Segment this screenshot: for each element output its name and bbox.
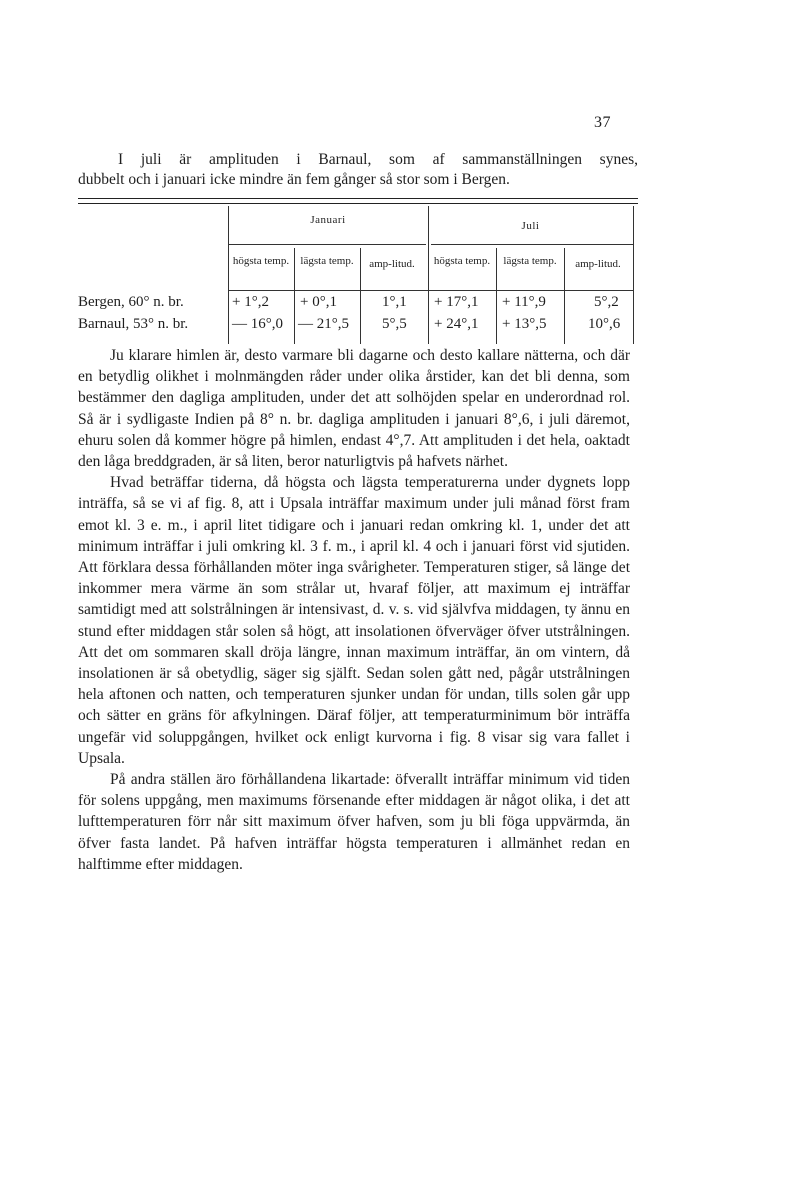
table-top-rule-inner [78, 203, 638, 204]
table-divider [360, 248, 361, 344]
subheader-jul-min: lägsta temp. [503, 255, 557, 267]
row-label-barnaul: Barnaul, 53° n. br. [78, 316, 189, 332]
table-divider [228, 206, 229, 344]
paragraph: Hvad beträffar tiderna, då högsta och lägsta temperaturerna under dygnets lopp inträffa, så se vi af fig. 8, att i Upsala inträffar maximum under juli månad först fram emot kl. 3 e. m., i april litet tidigare och i januari redan omkring kl. 1, under det att minimum inträffar i juli omkring kl. 3 f. m., i april kl. 4 och i januari först vid sjutiden. Att förklara dessa förhållanden möter inga svårigheter. Temperaturen stiger, så länge det inkommer mera värme än som strålar ut, hvaraf följer, att maximum ej inträffar samtidigt med att solstrålningen är intensivast, d. v. s. vid självfva middagen, ty ännu en stund efter middagen står solen så högt, att insolationen öfverväger öfver utstrålningen. Att det om sommaren skall dröja längre, innan maximum inträffar, än om vintern, då insolationen är så obetydlig, säger sig själft. Sedan solen gått ned, pågår utstrålningen hela aftonen och natten, och temperaturen sjunker undan för undan, tills solen går upp och sätter en gräns för afkylningen. Däraf följer, att temperaturminimum bör inträffa ungefär vid soluppgången, hvilket ock enligt kurvorna i fig. 8 visar sig vara fallet i Upsala. [78, 474, 630, 767]
intro-line-1: I juli är amplituden i Barnaul, som af sammanställningen synes, [118, 151, 638, 168]
table-top-rule [78, 198, 638, 199]
cell-bergen-jul-max: + 17°,1 [434, 294, 479, 310]
cell-barnaul-jan-max: — 16°,0 [232, 316, 283, 332]
subheader-jan-max: högsta temp. [232, 255, 290, 267]
subheader-jul-max: högsta temp. [433, 255, 491, 267]
subheader-jan-amp: amp-litud. [369, 258, 415, 270]
table-divider [564, 248, 565, 344]
table-subheader-rule [431, 244, 633, 245]
row-label-bergen: Bergen, 60° n. br. [78, 294, 184, 310]
cell-barnaul-jul-amp: 10°,6 [588, 316, 621, 332]
subheader-jan-min: lägsta temp. [300, 255, 354, 267]
cell-barnaul-jan-min: — 21°,5 [298, 316, 349, 332]
cell-bergen-jul-min: + 11°,9 [502, 294, 546, 310]
intro-line-2: dubbelt och i januari icke mindre än fem gånger så stor som i Bergen. [78, 171, 510, 188]
cell-barnaul-jan-amp: 5°,5 [382, 316, 407, 332]
header-january: Januari [310, 214, 346, 226]
intro-text [78, 150, 638, 190]
page-number: 37 [594, 114, 611, 131]
paragraph: På andra ställen äro förhållandena likartade: öfverallt inträffar minimum vid tiden för solens uppgång, men maximums försenande efter middagen är något olika, i det att lufttemperaturen förr når sitt maximum öfver hafven, som ju bli föga uppvärmda, än öfver fasta landet. På hafven inträffar högsta temperaturen i allmänhet redan en halftimme efter middagen. [78, 771, 630, 873]
header-july: Juli [521, 220, 540, 232]
paragraph: Ju klarare himlen är, desto varmare bli dagarne och desto kallare nätterna, och där en betydlig olikhet i molnmängden råder under olika årstider, kan det bli denna, som bestämmer den dagliga amplituden, under det att solhöjden spelar en underordnad rol. Så är i sydligaste Indien på 8° n. br. dagliga amplituden i januari 8°,6, i juli däremot, ehuru solen då kommer högre på himlen, endast 4°,7. Att amplituden i det hela, oaktadt den låga breddgraden, är så liten, beror naturligtvis på hafvets närhet. [78, 347, 630, 471]
temperature-table [78, 198, 638, 344]
table-header-bottom-rule [228, 290, 633, 291]
cell-barnaul-jul-min: + 13°,5 [502, 316, 547, 332]
table-divider [633, 206, 634, 344]
table-subheader-rule [228, 244, 426, 245]
cell-bergen-jan-amp: 1°,1 [382, 294, 407, 310]
body-text [78, 345, 630, 875]
cell-barnaul-jul-max: + 24°,1 [434, 316, 479, 332]
cell-bergen-jan-max: + 1°,2 [232, 294, 269, 310]
cell-bergen-jan-min: + 0°,1 [300, 294, 337, 310]
subheader-jul-amp: amp-litud. [575, 258, 621, 270]
cell-bergen-jul-amp: 5°,2 [594, 294, 619, 310]
